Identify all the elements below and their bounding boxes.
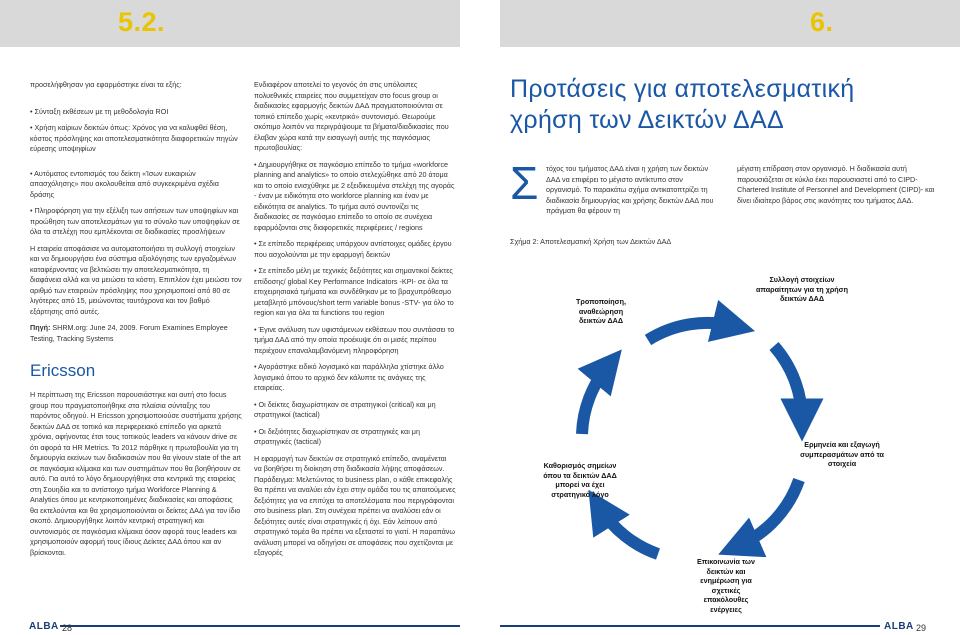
header-bar-left (0, 0, 460, 47)
list-item: • Δημιουργήθηκε σε παγκόσμιο επίπεδο το τμήμα «workforce planning and analytics» το οποίο στελεχώθηκε από 20 άτομα και το οποίο ενισχύθηκε με 2 εξειδικευμένα στελέχη της αγοράς - έναν με ειδικότητα στο workforce planning και έναν με ειδικότητα σε analytics. Το τμήμα αυτό συντονίζει τις διαδικασίες σε παγκόσμιο επίπεδο το οποίο σε συνέχεια εφαρμόζονται στις διαφορετικές περιφέρειες / regions (254, 160, 456, 234)
list-item: • Οι δείκτες διαχωρίστηκαν σε στρατηγικοί (critical) και μη στρατηγικοί (tactical) (254, 400, 456, 421)
source-text: SHRM.org: June 24, 2009. Forum Examines Employee Testing, Tracking Systems (30, 323, 228, 343)
col2-intro: Ενδιαφέρον αποτελεί το γεγονός ότι στις υπόλοιπες πολυεθνικές εταιρείες που συμμετείχαν στο focus group οι διαδικασίες εφαρμογής δεικτών ΔΑΔ πραγματοποιούνται σε τοπικό επίπεδο χωρίς «κεντρικό» συντονισμό. Θεωρούμε σκόπιμο λοιπόν να περιγράψουμε τα βήματα/διαδικασίες που έλαβαν χώρα κατά την εισαγωγή αυτής της παγκόσμιας πρωτοβουλίας: (254, 80, 449, 152)
page-number-right: 29 (916, 623, 927, 633)
right-intro-a (546, 164, 718, 223)
list-item: • Έγινε ανάλυση των υφιστάμενων εκθέσεων που συντάσσει το τμήμα ΔΑΔ από την οποία προέκυψε ότι οι μισές περίπου περιέχουν επαναλαμβανόμενη πληροφόρηση (254, 325, 456, 357)
cycle-step-communicate: Επικοινωνία των δεικτών και ενημέρωση για σχετικές επακόλουθες ενέργειες (696, 557, 755, 614)
cycle-arrow-left (582, 366, 608, 434)
cycle-step-define: Καθορισμός σημείων όπου τα δεικτών ΔΑΔ μπορεί να έχει στρατηγικό λόγο (543, 461, 617, 499)
list-item: • Σύνταξη εκθέσεων με τη μεθοδολογία ROI (30, 107, 242, 118)
footer-rule-right (500, 625, 880, 627)
ericsson-heading: Ericsson (30, 361, 96, 380)
list-item: • Οι δεξιότητες διαχωρίστηκαν σε στρατηγικές και μη στρατηγικές (tactical) (254, 427, 456, 448)
cycle-step-refine: Τροποποίηση, αναθεώρηση δεικτών ΔΑΔ (576, 297, 626, 325)
list-item: • Αυτόματος εντοπισμός του δείκτη «Ίσων ευκαιριών απασχόλησης» που ακολουθείται από συγκεκριμένα σχέδια δράσης (30, 169, 242, 201)
footer-logo-left: ALBA (29, 621, 59, 632)
section-number-left: 5.2. (118, 7, 166, 37)
col1-intro: προσελήφθησαν για εφαρμόστηκε είναι τα εξής: (30, 80, 182, 89)
footer-rule-left (60, 625, 460, 627)
source-note (30, 323, 242, 344)
right-intro-b (737, 164, 935, 212)
list-item: • Χρήση καίριων δεικτών όπως: Χρόνος για να καλυφθεί θέση, κόστος πρόσληψης και αποτελεσματικότητα διαφορετικών πηγών εύρεσης υποψηφίων (30, 123, 242, 155)
cycle-step-collect: Συλλογή στοιχείων απαραίτητων για τη χρήση δεικτών ΔΑΔ (756, 275, 848, 303)
cycle-step-analyze: Ερμηνεία και εξαγωγή συμπερασμάτων από τα στοιχεία (800, 440, 884, 468)
footer-logo-right: ALBA (884, 621, 914, 632)
drop-cap: Σ (510, 157, 539, 209)
section-number-right: 6. (810, 7, 834, 37)
left-column-2 (254, 80, 456, 565)
cycle-arrow-right-top (774, 346, 802, 420)
source-label: Πηγή: (30, 323, 51, 332)
list-item: • Πληροφόρηση για την εξέλιξη των αιτήσεων των υποψηφίων και προώθηση των αποτελεσμάτων για το σύνολο των υποψηφίων σε όλα τα στελέχη που εμπλέκονται σε διαδικασίες προσλήψεων (30, 206, 242, 238)
cycle-arrow-right-bottom (738, 480, 799, 546)
list-item: • Αγοράστηκε ειδικό λογισμικό και παράλληλα χτίστηκε άλλο λογισμικό όπου το αρχικό δεν κάλυπτε τις ανάγκες της εταιρείας. (254, 362, 456, 394)
list-item: • Σε επίπεδο περιφέρειας υπάρχουν αντίστοιχες ομάδες έργου που ασχολούνται με την εφαρμογή δεικτών (254, 239, 456, 260)
cycle-arrow-bottom (600, 508, 658, 554)
header-bar-right (500, 0, 960, 47)
col1-bullet-list (30, 107, 242, 238)
col1-paragraph: Η εταιρεία αποφάσισε να αυτοματοποιήσει τη συλλογή στοιχείων και να δημιουργήσει ένα σύστημα αξιολόγησης των εργαζομένων καταφέρνοντας να βελτιώσει την αποτελεσματικότητα, τη διαφάνεια αλλά και να μειώσει τα κόστη. Επιπλέον έχει μειώσει τον αριθμό των εταιρειών πρόσληψης που χρησιμοποιεί από 80 σε λιγότερες από 15, μειώνοντας ταυτόχρονα και τον βαθμό εξάρτησης από αυτές. (30, 243, 242, 316)
figure-caption (510, 237, 810, 248)
page-number-left: 28 (62, 623, 73, 633)
ericsson-paragraph: Η περίπτωση της Ericsson παρουσιάστηκε και αυτή στο focus group που πραγματοποιήθηκε στα πλαίσια σύνταξης του παρόντος οδηγού. Η Ericsson χρησιμοποιούσε συστήματα χρήσης δεικτών ΔΑΔ σε τοπικό και περιφερειακό επίπεδο για αρκετά χρόνια, αφήνοντας έτσι τους τοπικούς leaders να κάνουν drive σε ότι αφορά τα HR Metrics. Το 2012 πάρθηκε η πρωτοβουλία για τη δημιουργία εκείνων των διαδικασιών που θα γίνουν state of the art σε παγκόσμια κλίμακα και των συστημάτων που θα βοηθήσουν σε αυτό. Για αυτό το λόγο δημιουργήθηκε στα κεντρικά της εταιρείας στη Σουηδία και το αντίστοιχο τμήμα Workforce Planning & Analytics όπου με κεντρικοποιημένες διαδικασίες και αποφάσεις θα εκτελούνται και θα χρησιμοποιούνται οι δείκτες ΔΑΔ για τον ίδιο σκοπό. Δημιουργήθηκε λοιπόν κεντρική στρατηγική και συντονισμός σε παγκόσμια κλίμακα όσον αφορά τους leaders και χρησιμοποιούν αφορμή τους ίδιους Δείκτες ΔΑΔ όπου και αν βρίσκονται. (30, 390, 242, 557)
ericsson-column (30, 390, 242, 564)
list-item: • Σε επίπεδο μέλη με τεχνικές δεξιότητες και σημαντικοί δείκτες επίδοσης/ global Key Performance Indicators -KPI- σε όλα τα επιχειρησιακά τμήματα και συνδέθηκαν με το βραχυπρόθεσμο μεταβλητό μπόνους/short term variable bonus -STV- για όλο το region και για όλα τα functions του region (254, 266, 456, 319)
intro-text-b: μέγιστη επίδραση στον οργανισμό. Η διαδικασία αυτή παρουσιάζεται σε κύκλο έκει παρουσιαστεί από το CIPD- Chartered Institute of Personnel and Development (CIPD)- και δίνει ιδιαίτερο βάρος στις ικανότητες του τμήματος ΔΑΔ. (737, 164, 935, 205)
cycle-arrow-top (648, 323, 734, 340)
left-column-1 (30, 80, 242, 350)
col2-bullet-list (254, 160, 456, 448)
page-title: Προτάσεις για αποτελεσματική χρήση των Δεικτών ΔΑΔ (510, 75, 855, 134)
col2-paragraph: Η εφαρμογή των δεικτών σε στρατηγικό επίπεδο, αναμένεται να βοηθήσει τη διοίκηση στη διαδικασία λήψης αποφάσεων. Παράδειγμα: Μελετώντας το business plan, ο κάθε επικεφαλής θα πρέπει να αναλύει εάν έχει στην ομάδα του τις απαιτούμενες δεξιότητες για να επιτύχει τα αποτελέσματα που περιγράφονται στο business plan. Στη συνέχεια πρέπει να αναλύσει εάν οι δεξιότητες αυτές είναι στρατηγικές ή όχι. Εάν λείπουν από στρατηγικό τομέα θα πρέπει να εξεταστεί το γιατί. Η παραπάνω ανάλυση μπορεί να οδηγήσει σε αποφάσεις που σχετίζονται με εξαγορές (254, 453, 456, 557)
figure-caption-text: Σχήμα 2: Αποτελεσματική Χρήση των Δεικτών ΔΑΔ (510, 237, 672, 246)
intro-text-a: τόχος του τμήματος ΔΑΔ είναι η χρήση των δεικτών ΔΑΔ να επιφέρει το μέγιστο αντίκτυπο στον οργανισμό. Το παρακάτω σχήμα αντικατοπτρίζει τη διαδικασία δημιουργίας και χρήσης δεικτών ΔΑΔ που πράγματι θα φέρουν τη (546, 164, 714, 215)
